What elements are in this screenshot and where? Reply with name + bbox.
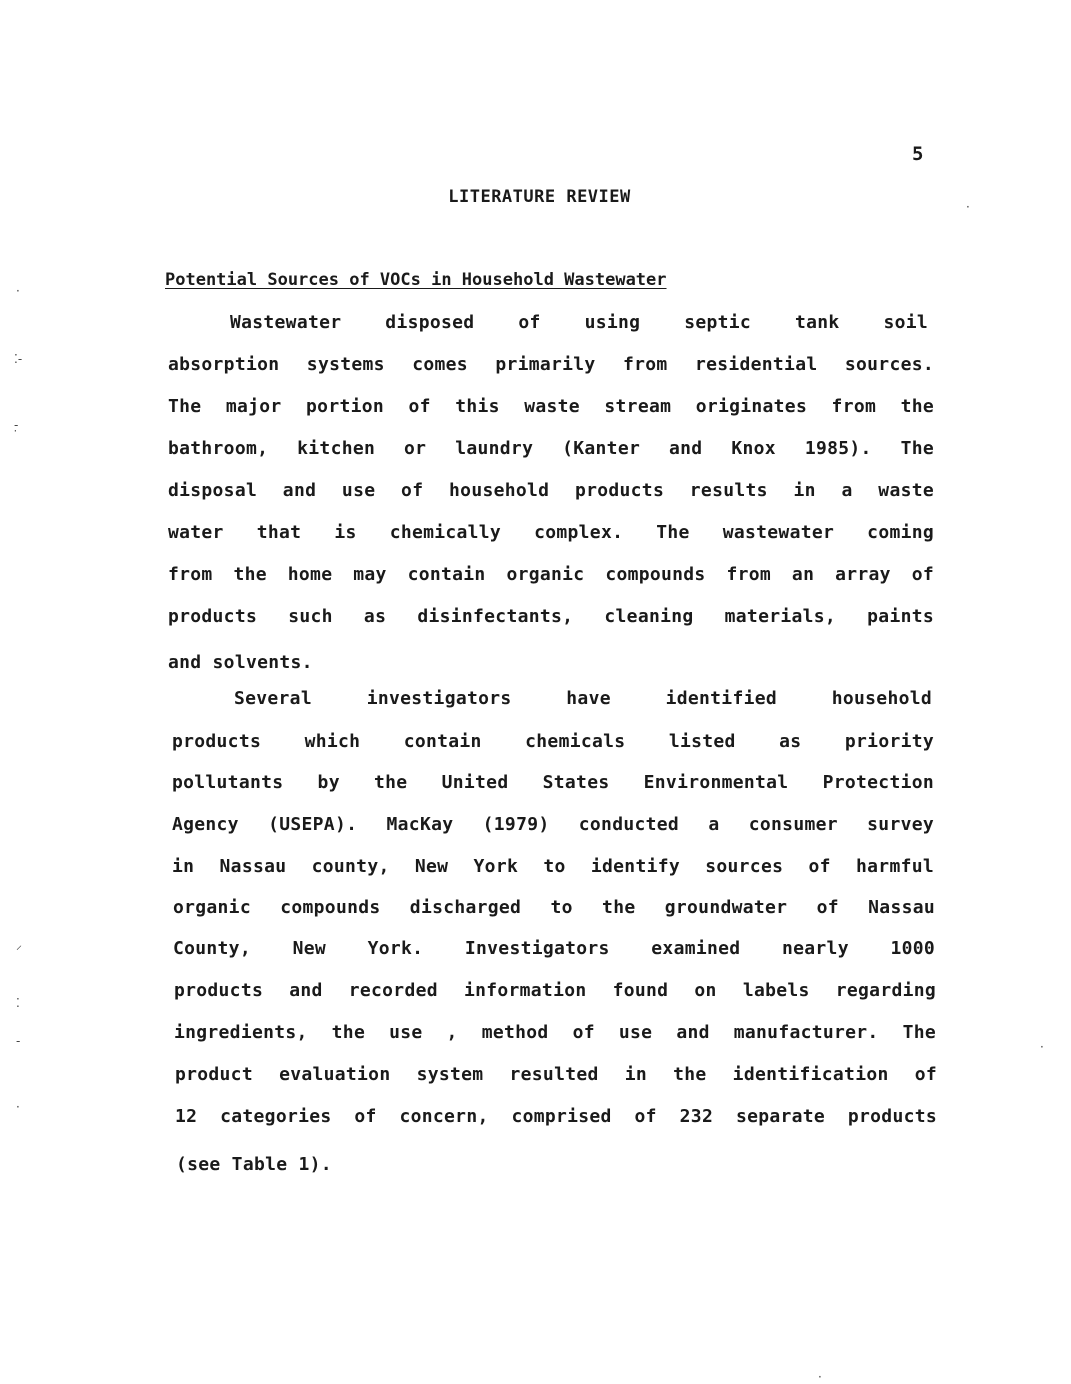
paragraph-line: organic compounds discharged to the groundwater of Nassau <box>173 897 935 918</box>
scan-speck: · <box>16 284 20 298</box>
paragraph-line: absorption systems comes primarily from residential sources. <box>168 354 934 375</box>
scan-speck: · <box>16 1100 20 1114</box>
scan-speck: ⁚- <box>14 352 23 366</box>
page-number: 5 <box>912 143 924 165</box>
scan-speck: ⸝ <box>16 938 23 952</box>
paragraph-line: from the home may contain organic compounds from an array of <box>168 564 934 585</box>
paragraph-line: (see Table 1). <box>176 1154 332 1175</box>
paragraph-line: County, New York. Investigators examined nearly 1000 <box>173 938 935 959</box>
paragraph-line: bathroom, kitchen or laundry (Kanter and Knox 1985). The <box>168 438 934 459</box>
paragraph-line: products which contain chemicals listed as priority <box>172 731 934 752</box>
subheading: Potential Sources of VOCs in Household Wastewater <box>165 270 667 290</box>
paragraph-line: water that is chemically complex. The wastewater coming <box>168 522 934 543</box>
paragraph-line: products such as disinfectants, cleaning materials, paints <box>168 606 934 627</box>
scan-speck: -̣ <box>14 418 19 432</box>
paragraph-line: Agency (USEPA). MacKay (1979) conducted a consumer survey <box>172 814 934 835</box>
paragraph-line: Wastewater disposed of using septic tank soil <box>230 312 928 333</box>
paragraph-line: products and recorded information found on labels regarding <box>174 980 936 1001</box>
scan-speck: - <box>16 1034 21 1048</box>
paragraph-line: The major portion of this waste stream originates from the <box>168 396 934 417</box>
paragraph-line: in Nassau county, New York to identify sources of harmful <box>172 856 934 877</box>
paragraph-line: pollutants by the United States Environmental Protection <box>172 772 934 793</box>
paragraph-line: disposal and use of household products results in a waste <box>168 480 934 501</box>
paragraph-line: Several investigators have identified household <box>234 688 932 709</box>
section-heading: LITERATURE REVIEW <box>448 187 631 207</box>
paragraph-line: product evaluation system resulted in the identification of <box>175 1064 937 1085</box>
paragraph-line: 12 categories of concern, comprised of 232 separate products <box>175 1106 937 1127</box>
scan-speck: · <box>966 200 970 214</box>
paragraph-line: and solvents. <box>168 652 313 673</box>
scan-speck: · <box>1040 1040 1044 1054</box>
scan-speck: · <box>818 1370 822 1384</box>
paragraph-line: ingredients, the use , method of use and manufacturer. The <box>174 1022 936 1043</box>
scan-speck: ⁚ <box>16 996 20 1010</box>
